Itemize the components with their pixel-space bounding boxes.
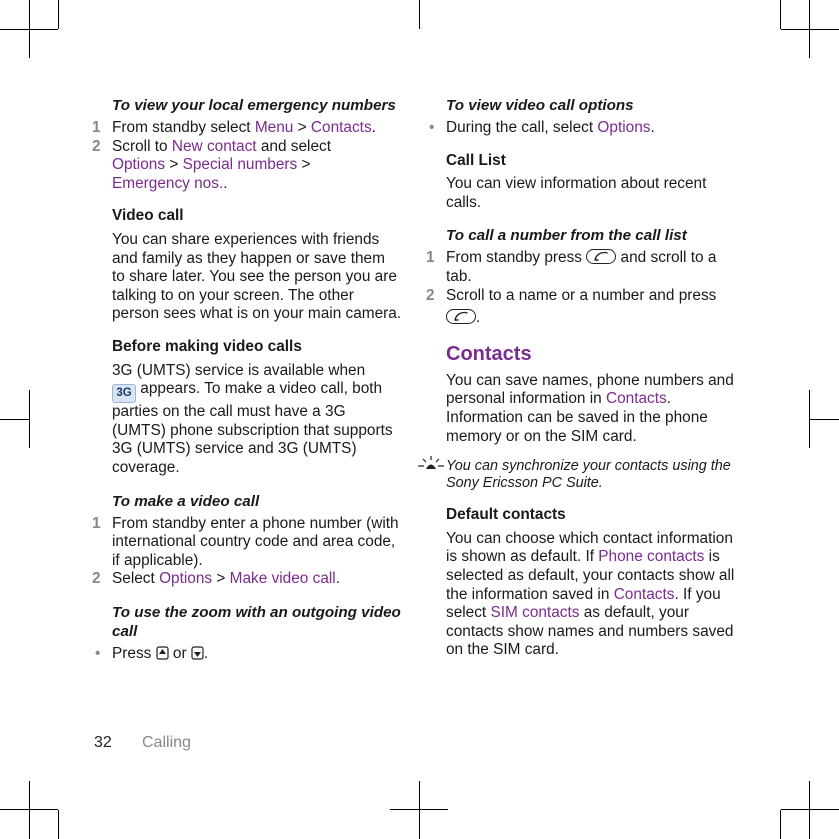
- bullet-item: [426, 119, 738, 138]
- step-text: From standby select: [112, 119, 255, 136]
- default-contacts-heading: Default contacts: [446, 506, 566, 524]
- crop-mark: [419, 0, 420, 29]
- left-column: [92, 96, 402, 663]
- call-list-text: You can view information about recent calls.: [446, 175, 707, 211]
- punctuation: .: [371, 119, 376, 136]
- crop-mark: [29, 781, 30, 839]
- step-number: 2: [426, 286, 435, 304]
- sim-contacts-link[interactable]: SIM contacts: [490, 604, 580, 622]
- crop-mark: [809, 781, 810, 839]
- text-span: is selected as default, your contacts show all the information saved in: [446, 548, 735, 603]
- call-key-icon: [446, 309, 476, 324]
- step-item: [426, 249, 738, 286]
- phone-contacts-link[interactable]: Phone contacts: [598, 548, 705, 566]
- step-item: [92, 570, 402, 589]
- separator: >: [297, 156, 311, 174]
- crop-mark: [29, 390, 30, 448]
- text-span: . Information can be saved in the phone memory or on the SIM card.: [446, 390, 708, 445]
- special-numbers-link[interactable]: Special numbers: [182, 156, 298, 174]
- menu-link[interactable]: Menu: [254, 119, 294, 136]
- text-span: as default, your contacts show names and numbers saved on the SIM card.: [446, 604, 734, 659]
- crop-mark: [809, 390, 810, 448]
- punctuation: .: [203, 644, 209, 662]
- task-heading-emergency: To view your local emergency numbers: [112, 97, 396, 114]
- task-heading-make-video-call: To make a video call: [112, 492, 260, 510]
- text-span: appears. To make a video call, both parties on the call must have a 3G (UMTS) phone subscription that supports 3G (UMTS) service and 3G (UMTS) coverage.: [112, 380, 393, 476]
- crop-mark: [29, 0, 30, 58]
- section-name: Calling: [142, 734, 191, 751]
- before-video-text: [112, 362, 402, 478]
- options-link[interactable]: Options: [159, 570, 213, 588]
- step-text: Press: [112, 644, 156, 662]
- text-span: 3G (UMTS) service is available when: [112, 361, 366, 379]
- step-number: 2: [92, 570, 101, 588]
- punctuation: .: [223, 174, 228, 192]
- crop-mark: [810, 419, 839, 420]
- contacts-text: [446, 372, 738, 446]
- video-call-text: You can share experiences with friends and family as they happen or save them to share later. You see the person you are talking to on your screen. The other person sees what is on your main camera.: [112, 230, 402, 323]
- tip-note: [446, 458, 738, 492]
- new-contact-link[interactable]: New contact: [171, 137, 257, 155]
- task-heading-video-options: To view video call options: [446, 97, 634, 114]
- task-heading-zoom: To use the zoom with an outgoing video call: [112, 603, 401, 640]
- crop-mark: [781, 809, 839, 810]
- video-call-heading: Video call: [112, 207, 184, 225]
- call-list-heading: Call List: [446, 151, 506, 169]
- before-video-heading: Before making video calls: [112, 337, 302, 355]
- crop-mark: [58, 0, 59, 29]
- crop-mark: [781, 29, 839, 30]
- step-number: 1: [426, 249, 435, 267]
- punctuation: .: [650, 119, 655, 136]
- separator: >: [212, 570, 230, 588]
- tip-text: You can synchronize your contacts using the Sony Ericsson PC Suite.: [446, 458, 731, 492]
- right-column: [426, 96, 738, 660]
- step-text: or: [168, 644, 191, 662]
- text-span: . If you select: [446, 585, 721, 622]
- step-text: From standby press: [446, 249, 587, 267]
- step-item: [92, 119, 402, 138]
- task-heading-call-from-list: To call a number from the call list: [446, 227, 687, 245]
- options-link[interactable]: Options: [112, 156, 166, 174]
- contacts-link[interactable]: Contacts: [613, 585, 675, 603]
- separator: >: [165, 156, 183, 174]
- step-item: [426, 287, 738, 328]
- contacts-link[interactable]: Contacts: [605, 390, 667, 408]
- bullet-icon: •: [95, 644, 101, 662]
- step-text: From standby enter a phone number (with international country code and area code, if applicable).: [112, 514, 399, 569]
- crop-mark: [419, 781, 420, 839]
- step-number: 1: [92, 514, 101, 532]
- punctuation: .: [335, 570, 341, 588]
- text-span: You can save names, phone numbers and personal information in: [446, 371, 734, 408]
- step-number: 1: [92, 119, 101, 136]
- text-span: You can choose which contact information is shown as default. If: [446, 529, 733, 566]
- step-text: and select: [256, 137, 331, 155]
- crop-mark: [58, 810, 59, 839]
- bullet-icon: •: [429, 119, 435, 136]
- step-text: and scroll to a tab.: [446, 249, 717, 285]
- options-link[interactable]: Options: [597, 119, 651, 136]
- step-text: During the call, select: [446, 119, 598, 136]
- navigation-down-key-icon: [191, 646, 204, 660]
- default-contacts-text: [446, 530, 738, 660]
- step-text: Select: [112, 570, 160, 588]
- contacts-section-title: Contacts: [446, 342, 532, 365]
- call-key-icon: [586, 249, 616, 264]
- punctuation: .: [476, 309, 481, 327]
- step-text: Scroll to: [112, 137, 172, 155]
- contacts-link[interactable]: Contacts: [310, 119, 372, 136]
- page-number: 32: [94, 734, 112, 751]
- crop-mark: [780, 810, 781, 839]
- 3g-icon: 3G: [112, 384, 136, 403]
- step-text: Scroll to a name or a number and press: [446, 286, 717, 304]
- bullet-item: [92, 645, 402, 664]
- separator: >: [293, 119, 311, 136]
- crop-mark: [780, 0, 781, 29]
- lightbulb-tip-icon: [418, 456, 444, 474]
- step-item: [92, 138, 402, 194]
- step-item: [92, 515, 402, 571]
- navigation-up-key-icon: [156, 646, 169, 660]
- emergency-nos-link[interactable]: Emergency nos.: [112, 174, 224, 192]
- crop-mark: [809, 0, 810, 58]
- step-number: 2: [92, 137, 101, 155]
- crop-mark: [0, 419, 29, 420]
- make-video-call-link[interactable]: Make video call: [229, 570, 336, 588]
